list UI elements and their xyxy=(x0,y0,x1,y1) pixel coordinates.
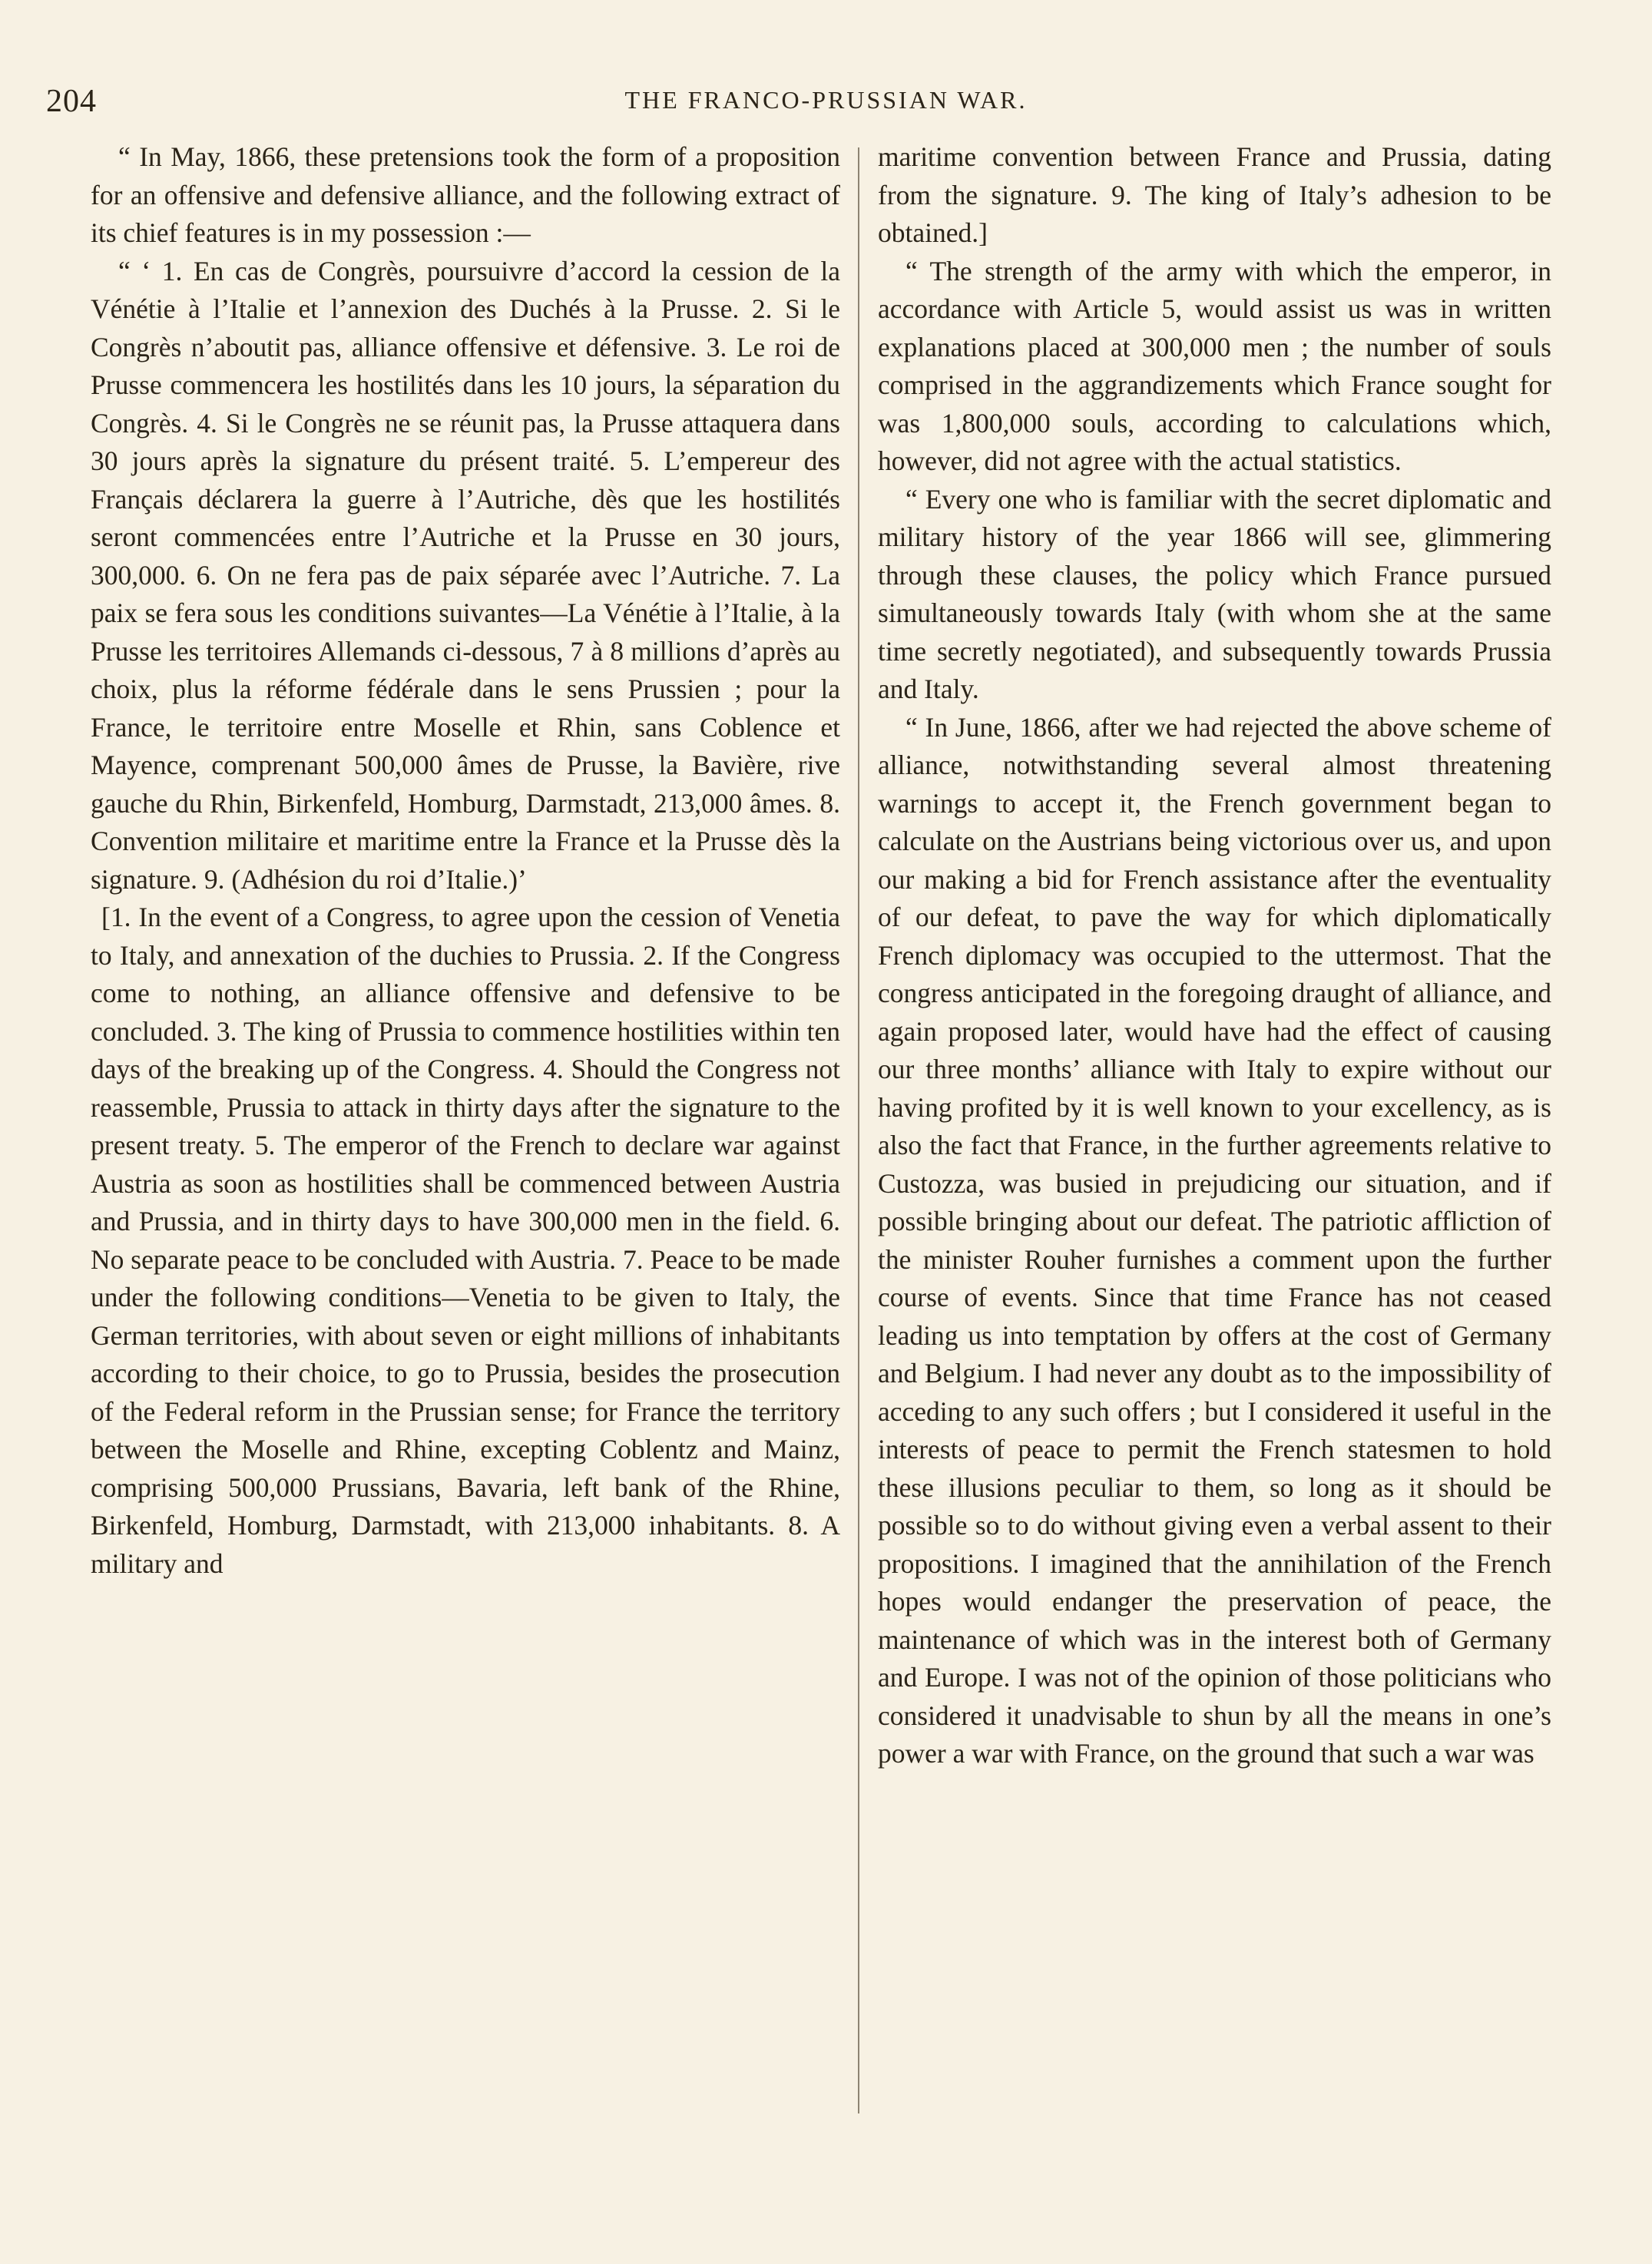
paragraph: “ The strength of the army with which the emperor, in accordance with Article 5, would assist us was in written explanations placed at 300,000 men ; the number of souls comprised in the aggrandizements which France sought for was 1,800,000 souls, according to calculations which, however, did not agree with the actual statistics. xyxy=(878,255,1551,476)
right-column xyxy=(878,138,1551,1773)
paragraph: “ In May, 1866, these pretensions took the form of a proposition for an offensive and defensive alliance, and the following extract of its chief features is in my possession :— xyxy=(91,141,840,248)
page-number: 204 xyxy=(46,84,97,119)
paragraph: “ ‘ 1. En cas de Congrès, poursuivre d’accord la cession de la Vénétie à l’Italie et l’annexion des Duchés à la Prusse. 2. Si le Congrès n’aboutit pas, alliance offensive et défensive. 3. Le roi de Prusse commencera les hostilités dans les 10 jours, la séparation du Congrès. 4. Si le Congrès ne se réunit pas, la Prusse attaquera dans 30 jours après la signature du présent traité. 5. L’empereur des Français déclarera la guerre à l’Autriche, dès que les hostilités seront commencées entre l’Autriche et la Prusse en 30 jours, 300,000. 6. On ne fera pas de paix séparée avec l’Autriche. 7. La paix se fera sous les conditions suivantes—La Vénétie à l’Italie, à la Prusse les territoires Allemands ci-dessous, 7 à 8 millions d’après au choix, plus la réforme fédérale dans le sens Prussien ; pour la France, le territoire entre Moselle et Rhin, sans Coblence et Mayence, comprenant 500,000 âmes de Prusse, la Bavière, rive gauche du Rhin, Birkenfeld, Homburg, Darmstadt, 213,000 âmes. 8. Convention militaire et maritime entre la France et la Prusse dès la signature. 9. (Adhésion du roi d’Italie.)’ xyxy=(91,255,840,895)
running-title: THE FRANCO-PRUSSIAN WAR. xyxy=(624,86,1028,114)
paragraph: “ Every one who is familiar with the secret diplomatic and military history of the year 1866 will see, glimmering through these clauses, the policy which France pursued simultaneously towards Italy (with whom she at the same time secretly negotiated), and subsequently towards Prussia and Italy. xyxy=(878,483,1551,704)
paragraph: “ In June, 1866, after we had rejected the above scheme of alliance, notwithstanding several almost threatening warnings to accept it, the French government began to calculate on the Austrians being victorious over us, and upon our making a bid for French assistance after the eventuality of our defeat, to pave the way for which diplomatically French diplomacy was occupied to the uttermost. That the congress anticipated in the foregoing draught of alliance, and again proposed later, would have had the effect of causing our three months’ alliance with Italy to expire without our having profited by it is well known to your excellency, as is also the fact that France, in the further agreements relative to Custozza, was busied in prejudicing our situation, and if possible bringing about our defeat. The patriotic affliction of the minister Rouher furnishes a comment upon the further course of events. Since that time France has not ceased leading us into temptation by offers at the cost of Germany and Belgium. I had never any doubt as to the impossibility of acceding to any such offers ; but I considered it useful in the interests of peace to permit the French statesmen to hold these illusions peculiar to them, so long as it should be possible so to do without giving even a verbal assent to their propositions. I imagined that the annihilation of the French hopes would endanger the preservation of peace, the maintenance of which was in the interest both of Germany and Europe. I was not of the opinion of those politicians who considered it unadvisable to shun by all the means in one’s power a war with France, on the ground that such a war was xyxy=(878,711,1551,1769)
left-column xyxy=(91,138,840,1583)
paragraph: maritime convention between France and Prussia, dating from the signature. 9. The king of Italy’s adhesion to be obtained.] xyxy=(878,141,1551,248)
column-rule xyxy=(858,147,859,2113)
paragraph: [1. In the event of a Congress, to agree upon the cession of Venetia to Italy, and annexation of the duchies to Prussia. 2. If the Congress come to nothing, an alliance offensive and defensive to be concluded. 3. The king of Prussia to commence hostilities within ten days of the breaking up of the Congress. 4. Should the Congress not reassemble, Prussia to attack in thirty days after the signature to the present treaty. 5. The emperor of the French to declare war against Austria as soon as hostilities shall be commenced between Austria and Prussia, and in thirty days to have 300,000 men in the field. 6. No separate peace to be concluded with Austria. 7. Peace to be made under the following conditions—Venetia to be given to Italy, the German territories, with about seven or eight millions of inhabitants according to their choice, to go to Prussia, besides the prosecution of the Federal reform in the Prussian sense; for France the territory between the Moselle and Rhine, excepting Coblentz and Mainz, comprising 500,000 Prussians, Bavaria, left bank of the Rhine, Birkenfeld, Homburg, Darmstadt, with 213,000 inhabitants. 8. A military and xyxy=(91,902,840,1579)
